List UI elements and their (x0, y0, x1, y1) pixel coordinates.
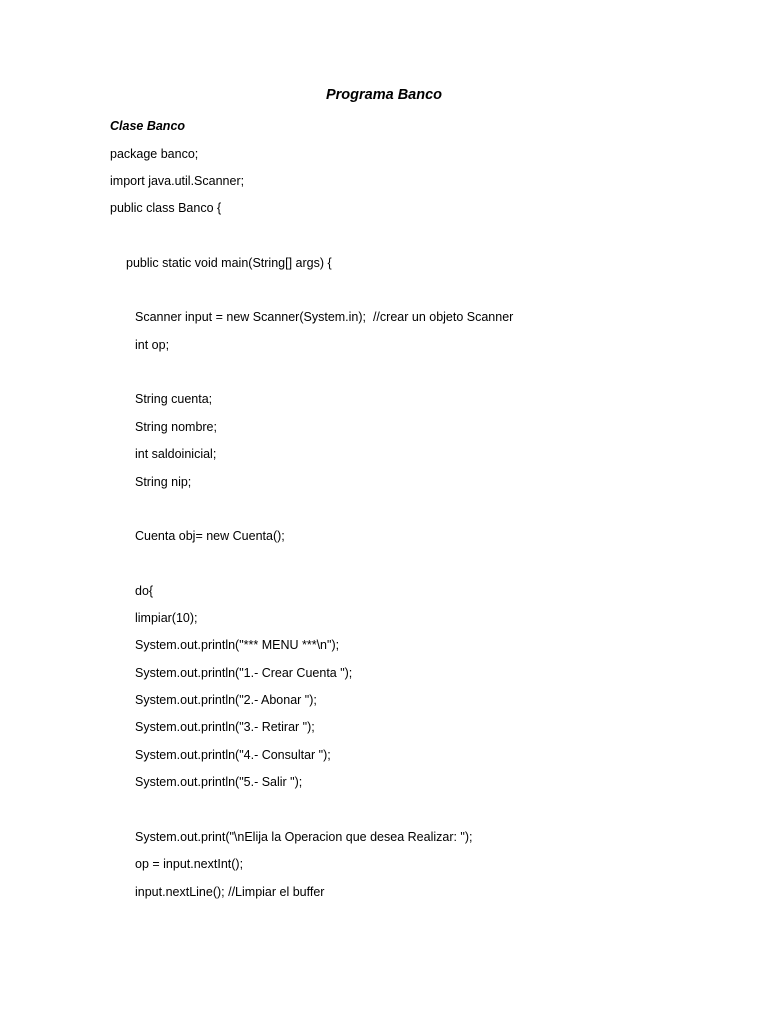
code-line: Cuenta obj= new Cuenta(); (135, 529, 285, 543)
code-line: String cuenta; (135, 392, 213, 406)
code-line: System.out.println("*** MENU ***\n"); (135, 638, 340, 652)
class-heading: Clase Banco (110, 119, 186, 133)
code-line: System.out.print("\nElija la Operacion que desea Realizar: "); (135, 830, 473, 844)
code-line: System.out.println("1.- Crear Cuenta "); (135, 666, 353, 680)
code-line: String nip; (135, 475, 192, 489)
code-line: package banco; (110, 147, 199, 161)
code-line: import java.util.Scanner; (110, 174, 245, 188)
code-line: op = input.nextInt(); (135, 857, 244, 871)
code-line: System.out.println("3.- Retirar "); (135, 720, 315, 734)
code-line: System.out.println("5.- Salir "); (135, 775, 303, 789)
code-line: do{ (135, 584, 154, 598)
code-line: limpiar(10); (135, 611, 198, 625)
code-line: Scanner input = new Scanner(System.in); //crear un objeto Scanner (135, 310, 514, 324)
code-line: input.nextLine(); //Limpiar el buffer (135, 885, 325, 899)
document-title: Programa Banco (325, 87, 443, 103)
code-line: public class Banco { (110, 201, 222, 215)
code-line: System.out.println("2.- Abonar "); (135, 693, 317, 707)
code-line: public static void main(String[] args) { (126, 256, 332, 270)
code-line: int op; (135, 338, 170, 352)
code-line: int saldoinicial; (135, 447, 217, 461)
code-line: System.out.println("4.- Consultar "); (135, 748, 331, 762)
code-line: String nombre; (135, 420, 217, 434)
